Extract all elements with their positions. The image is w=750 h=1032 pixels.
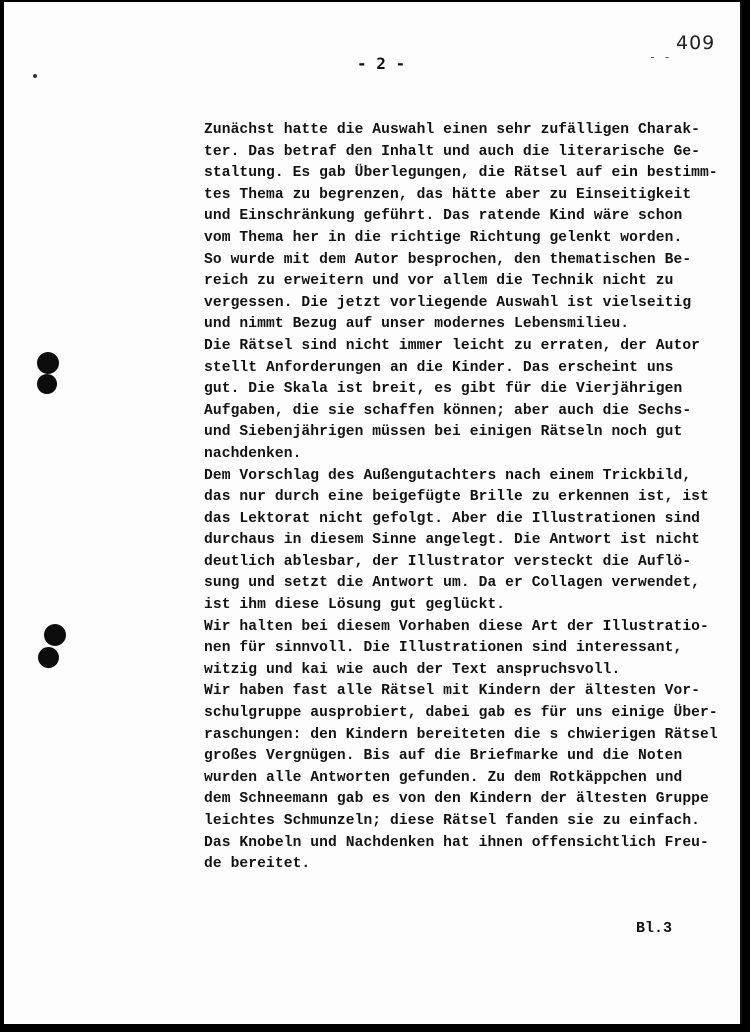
text-line: staltung. Es gab Überlegungen, die Rätsel auf ein bestimm-: [204, 165, 718, 182]
text-line: nachdenken.: [204, 445, 302, 462]
text-line: raschungen: den Kindern bereiteten die s chwierigen Rätsel: [204, 726, 718, 743]
archive-stamp-number: 409: [676, 32, 716, 54]
page-number: - 2 -: [357, 54, 406, 73]
text-line: Dem Vorschlag des Außengutachters nach einem Trickbild,: [204, 467, 692, 484]
text-line: schulgruppe ausprobiert, dabei gab es für uns einige Über-: [204, 705, 718, 722]
text-line: Das Knobeln und Nachdenken hat ihnen offensichtlich Freu-: [204, 834, 709, 851]
text-line: reich zu erweitern und vor allem die Technik nicht zu: [204, 273, 674, 290]
text-line: Wir halten bei diesem Vorhaben diese Art der Illustratio-: [204, 618, 709, 635]
text-line: leichtes Schmunzeln; diese Rätsel fanden sie zu einfach.: [204, 813, 701, 829]
text-line: Zunächst hatte die Auswahl einen sehr zufälligen Charak-: [204, 122, 701, 138]
text-line: nen für sinnvoll. Die Illustrationen sind interessant,: [204, 640, 683, 657]
text-line: das Lektorat nicht gefolgt. Aber die Illustrationen sind: [204, 510, 701, 527]
stamp-mark: - -: [649, 50, 671, 64]
punch-hole: [37, 374, 57, 394]
text-line: So wurde mit dem Autor besprochen, den thematischen Be-: [204, 251, 692, 268]
sheet-reference: Bl.3: [636, 920, 673, 937]
text-line: Wir haben fast alle Rätsel mit Kindern der ältesten Vor-: [204, 683, 701, 700]
text-line: Die Rätsel sind nicht immer leicht zu erraten, der Autor: [204, 337, 701, 354]
text-line: wurden alle Antworten gefunden. Zu dem Rotkäppchen und: [204, 769, 683, 786]
text-line: sung und setzt die Antwort um. Da er Collagen verwendet,: [204, 575, 701, 592]
text-line: großes Vergnügen. Bis auf die Briefmarke und die Noten: [204, 748, 683, 765]
text-line: ter. Das betraf den Inhalt und auch die literarische Ge-: [204, 143, 701, 160]
body-text: [204, 120, 724, 876]
text-line: Aufgaben, die sie schaffen können; aber auch die Sechs-: [204, 402, 692, 419]
text-line: witzig und kai wie auch der Text anspruchsvoll.: [204, 661, 621, 678]
text-line: und nimmt Bezug auf unser modernes Lebensmilieu.: [204, 316, 630, 333]
scan-speck: [33, 74, 37, 78]
text-line: dem Schneemann gab es von den Kindern der ältesten Gruppe: [204, 791, 709, 808]
text-line: tes Thema zu begrenzen, das hätte aber zu Einseitigkeit: [204, 186, 692, 203]
text-line: und Einschränkung geführt. Das ratende Kind wäre schon: [204, 208, 683, 225]
text-line: vom Thema her in die richtige Richtung gelenkt worden.: [204, 229, 683, 246]
text-line: stellt Anforderungen an die Kinder. Das erscheint uns: [204, 359, 674, 376]
text-line: das nur durch eine beigefügte Brille zu erkennen ist, ist: [204, 489, 709, 506]
text-line: vergessen. Die jetzt vorliegende Auswahl ist vielseitig: [204, 294, 692, 311]
document-page: [4, 2, 742, 1024]
text-line: gut. Die Skala ist breit, es gibt für die Vierjährigen: [204, 381, 683, 398]
text-line: deutlich ablesbar, der Illustrator versteckt die Auflö-: [204, 553, 692, 570]
text-line: de bereitet.: [204, 856, 311, 873]
text-line: und Siebenjährigen müssen bei einigen Rätseln noch gut: [204, 424, 683, 441]
punch-hole: [37, 352, 59, 374]
punch-hole: [44, 624, 66, 646]
text-line: ist ihm diese Lösung gut geglückt.: [204, 597, 506, 614]
text-line: durchaus in diesem Sinne angelegt. Die Antwort ist nicht: [204, 532, 701, 549]
punch-hole: [38, 647, 59, 668]
